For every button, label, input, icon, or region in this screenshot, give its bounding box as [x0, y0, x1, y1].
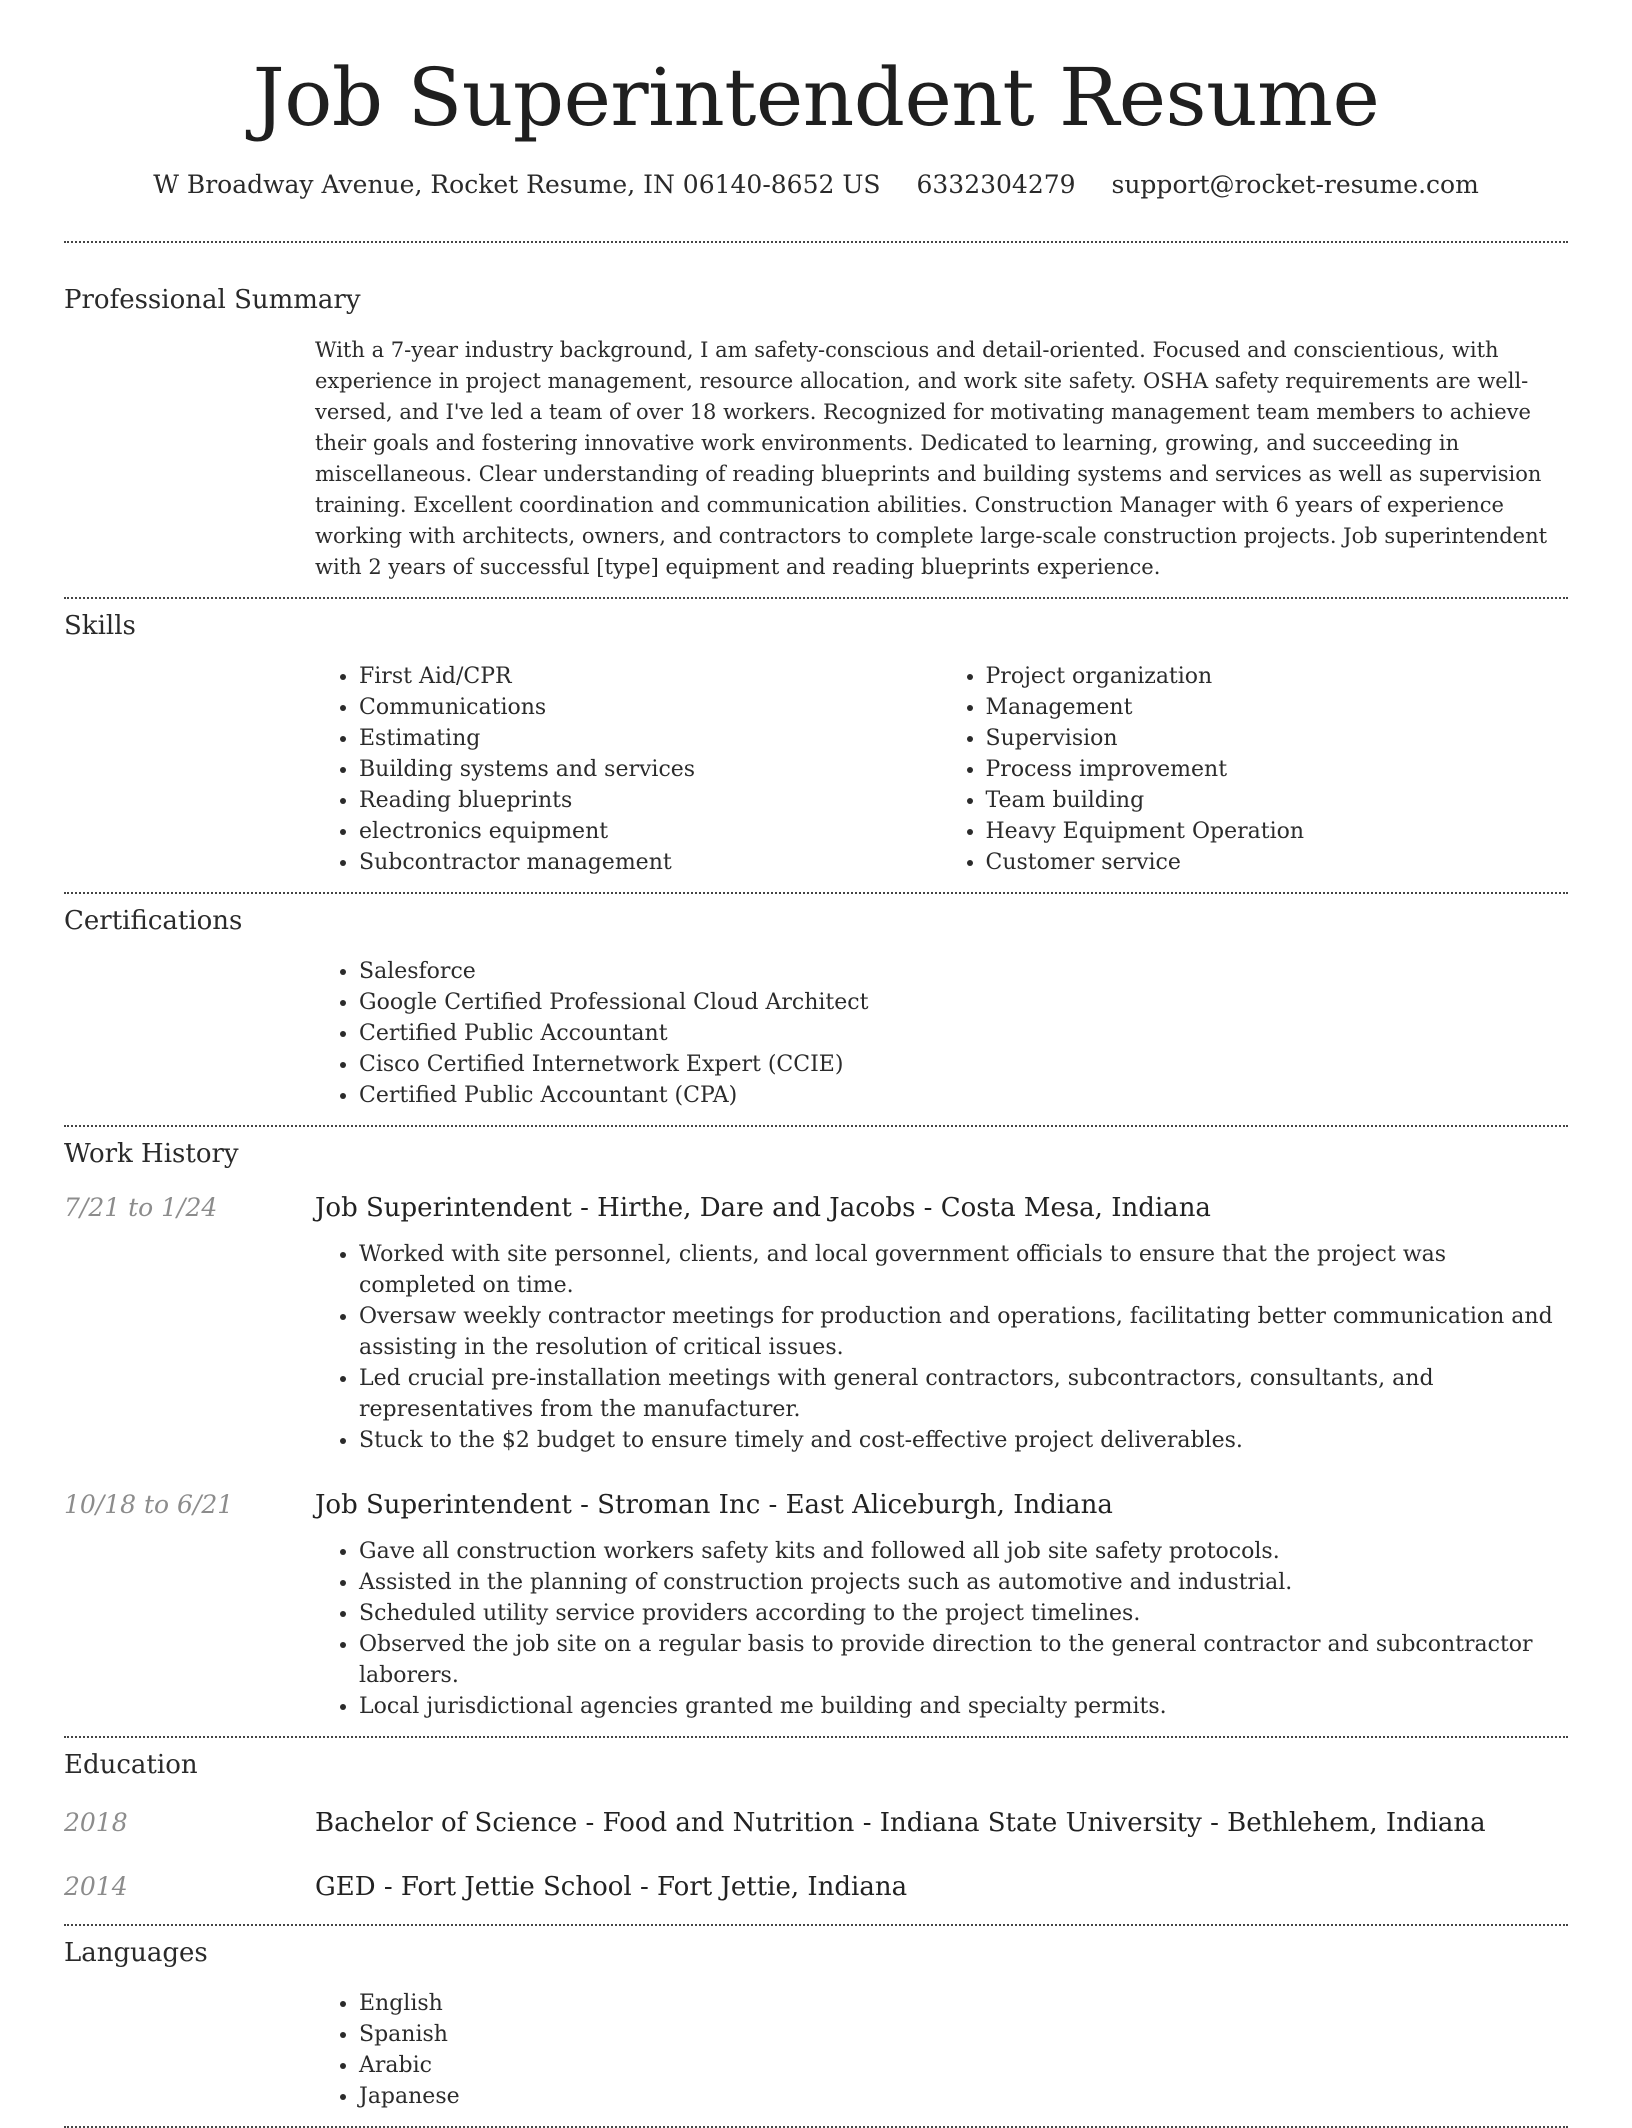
resume-title: Job Superintendent Resume — [252, 51, 1380, 144]
job-title: Job Superintendent - Stroman Inc - East Aliceburgh, Indiana — [315, 1490, 1113, 1520]
list-item: • Oversaw weekly contractor meetings for production and operations, facilitating better communication and assisting in the resolution of critical issues. — [359, 1301, 1568, 1363]
job-entry — [64, 1193, 1568, 1223]
address: W Broadway Avenue, Rocket Resume, IN 06140-8652 US — [153, 170, 881, 199]
education-entry — [64, 1872, 1568, 1902]
list-item: • Led crucial pre-installation meetings with general contractors, subcontractors, consultants, and representatives from the manufacturer. — [359, 1363, 1568, 1425]
languages-bullets — [315, 1988, 1568, 2112]
contact-line — [64, 170, 1568, 199]
list-item: • Certified Public Accountant (CPA) — [359, 1080, 1568, 1111]
education-degree: Bachelor of Science - Food and Nutrition - Indiana State University - Bethlehem, Indiana — [315, 1808, 1486, 1838]
summary-heading: Professional Summary — [64, 285, 361, 315]
skills-left-column — [315, 661, 942, 878]
list-item: • Communications — [359, 692, 942, 723]
skills-heading: Skills — [64, 611, 136, 641]
education-heading: Education — [64, 1750, 198, 1780]
email: support@rocket-resume.com — [1111, 170, 1479, 199]
list-item: • First Aid/CPR — [359, 661, 942, 692]
education-year: 2018 — [64, 1808, 128, 1837]
list-item: • Worked with site personnel, clients, and local government officials to ensure that the project was completed on time. — [359, 1239, 1568, 1301]
phone: 6332304279 — [916, 170, 1076, 199]
list-item: • Google Certified Professional Cloud Architect — [359, 987, 1568, 1018]
skills-list — [315, 661, 1568, 878]
list-item: • electronics equipment — [359, 816, 942, 847]
resume-page — [64, 0, 1568, 2128]
education-entry — [64, 1808, 1568, 1838]
job-dates: 10/18 to 6/21 — [64, 1490, 234, 1519]
work-history-heading: Work History — [64, 1139, 239, 1169]
list-item: • Customer service — [986, 847, 1569, 878]
list-item: • Scheduled utility service providers according to the project timelines. — [359, 1598, 1568, 1629]
list-item: • Arabic — [359, 2050, 1568, 2081]
list-item: • Process improvement — [986, 754, 1569, 785]
list-item: • Local jurisdictional agencies granted me building and specialty permits. — [359, 1691, 1568, 1722]
list-item: • Japanese — [359, 2081, 1568, 2112]
list-item: • English — [359, 1988, 1568, 2019]
list-item: • Certified Public Accountant — [359, 1018, 1568, 1049]
list-item: • Project organization — [986, 661, 1569, 692]
list-item: • Management — [986, 692, 1569, 723]
certifications-heading: Certifications — [64, 906, 243, 936]
list-item: • Assisted in the planning of construction projects such as automotive and industrial. — [359, 1567, 1568, 1598]
divider — [64, 1736, 1568, 1738]
education-year: 2014 — [64, 1872, 128, 1901]
list-item: • Reading blueprints — [359, 785, 942, 816]
list-item: • Heavy Equipment Operation — [986, 816, 1569, 847]
job-bullet-list — [315, 1536, 1568, 1722]
languages-list — [315, 1988, 1568, 2112]
skills-right-column — [942, 661, 1569, 878]
list-item: • Stuck to the $2 budget to ensure timely and cost-effective project deliverables. — [359, 1425, 1568, 1456]
job-bullets — [315, 1239, 1568, 1456]
certifications-list — [315, 956, 1568, 1111]
list-item: • Cisco Certified Internetwork Expert (CCIE) — [359, 1049, 1568, 1080]
divider — [64, 1125, 1568, 1127]
job-title: Job Superintendent - Hirthe, Dare and Jacobs - Costa Mesa, Indiana — [315, 1193, 1211, 1223]
divider — [64, 597, 1568, 599]
list-item: • Team building — [986, 785, 1569, 816]
list-item: • Subcontractor management — [359, 847, 942, 878]
list-item: • Estimating — [359, 723, 942, 754]
languages-heading: Languages — [64, 1938, 208, 1968]
job-entry — [64, 1490, 1568, 1520]
list-item: • Observed the job site on a regular basis to provide direction to the general contractor and subcontractor laborers. — [359, 1629, 1568, 1691]
job-bullet-list — [315, 1239, 1568, 1456]
divider — [64, 892, 1568, 894]
education-degree: GED - Fort Jettie School - Fort Jettie, Indiana — [315, 1872, 908, 1902]
list-item: • Salesforce — [359, 956, 1568, 987]
list-item: • Gave all construction workers safety kits and followed all job site safety protocols. — [359, 1536, 1568, 1567]
list-item: • Building systems and services — [359, 754, 942, 785]
list-item: • Spanish — [359, 2019, 1568, 2050]
divider — [64, 241, 1568, 243]
job-bullets — [315, 1536, 1568, 1722]
certifications-bullets — [315, 956, 1568, 1111]
list-item: • Supervision — [986, 723, 1569, 754]
divider — [64, 1924, 1568, 1926]
job-dates: 7/21 to 1/24 — [64, 1193, 218, 1222]
summary-text: With a 7-year industry background, I am safety-conscious and detail-oriented. Focused and conscientious, with experience in project management, resource allocation, and work site safety. OSHA safety requirements are well-versed, and I've led a team of over 18 workers. Recognized for motivating management team members to achieve their goals and fostering innovative work environments. Dedicated to learning, growing, and succeeding in miscellaneous. Clear understanding of reading blueprints and building systems and services as well as supervision training. Excellent coordination and communication abilities. Construction Manager with 6 years of experience working with architects, owners, and contractors to complete large-scale construction projects. Job superintendent with 2 years of successful [type] equipment and reading blueprints experience. — [315, 338, 1548, 579]
